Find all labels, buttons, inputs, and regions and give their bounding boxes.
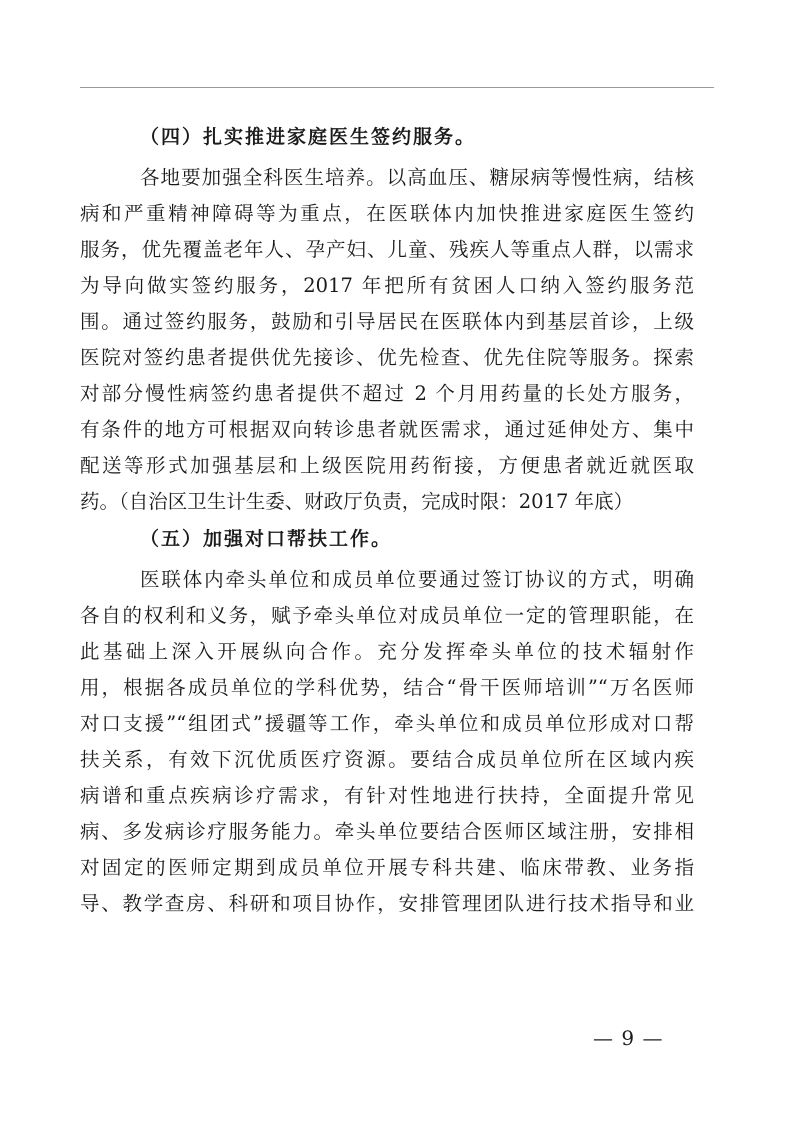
paragraph-line: 围。通过签约服务，鼓励和引导居民在医联体内到基层首诊，上级	[80, 310, 694, 333]
paragraph-line: 导、教学查房、科研和项目协作，安排管理团队进行技术指导和业	[80, 892, 694, 915]
paragraph-line: 配送等形式加强基层和上级医院用药衔接，方便患者就近就医取	[80, 454, 694, 477]
header-rule	[80, 87, 714, 88]
section-heading-5: （五）加强对口帮扶工作。	[140, 528, 393, 550]
paragraph-line: 医联体内牵头单位和成员单位要通过签订协议的方式，明确	[140, 568, 694, 591]
paragraph-line: 对部分慢性病签约患者提供不超过 2 个月用药量的长处方服务，	[80, 382, 694, 405]
document-body	[80, 118, 694, 922]
paragraph-line: 医院对签约患者提供优先接诊、优先检查、优先住院等服务。探索	[80, 346, 694, 369]
paragraph-line: 扶关系，有效下沉优质医疗资源。要结合成员单位所在区域内疾	[80, 748, 694, 771]
paragraph-line: 病、多发病诊疗服务能力。牵头单位要结合医师区域注册，安排相	[80, 820, 694, 843]
paragraph-line: 各自的权利和义务，赋予牵头单位对成员单位一定的管理职能，在	[80, 604, 694, 627]
paragraph-line: 此基础上深入开展纵向合作。充分发挥牵头单位的技术辐射作	[80, 640, 694, 663]
section-heading-4: （四）扎实推进家庭医生签约服务。	[140, 126, 477, 148]
paragraph-line: 对固定的医师定期到成员单位开展专科共建、临床带教、业务指	[80, 856, 694, 879]
paragraph-line: 有条件的地方可根据双向转诊患者就医需求，通过延伸处方、集中	[80, 418, 694, 441]
page-number: — 9 —	[593, 1026, 664, 1050]
paragraph-line: 病谱和重点疾病诊疗需求，有针对性地进行扶持，全面提升常见	[80, 784, 694, 807]
paragraph-line: 用，根据各成员单位的学科优势，结合“骨干医师培训”“万名医师	[80, 676, 694, 699]
paragraph-line: 为导向做实签约服务，2017 年把所有贫困人口纳入签约服务范	[80, 274, 694, 297]
paragraph-line: 对口支援”“组团式”援疆等工作，牵头单位和成员单位形成对口帮	[80, 712, 694, 735]
paragraph-line: 服务，优先覆盖老年人、孕产妇、儿童、残疾人等重点人群，以需求	[80, 238, 694, 261]
paragraph-line: 病和严重精神障碍等为重点，在医联体内加快推进家庭医生签约	[80, 202, 694, 225]
paragraph-line: 各地要加强全科医生培养。以高血压、糖尿病等慢性病，结核	[140, 166, 694, 189]
paragraph-line: 药。（自治区卫生计生委、财政厅负责，完成时限：2017 年底）	[80, 490, 634, 513]
